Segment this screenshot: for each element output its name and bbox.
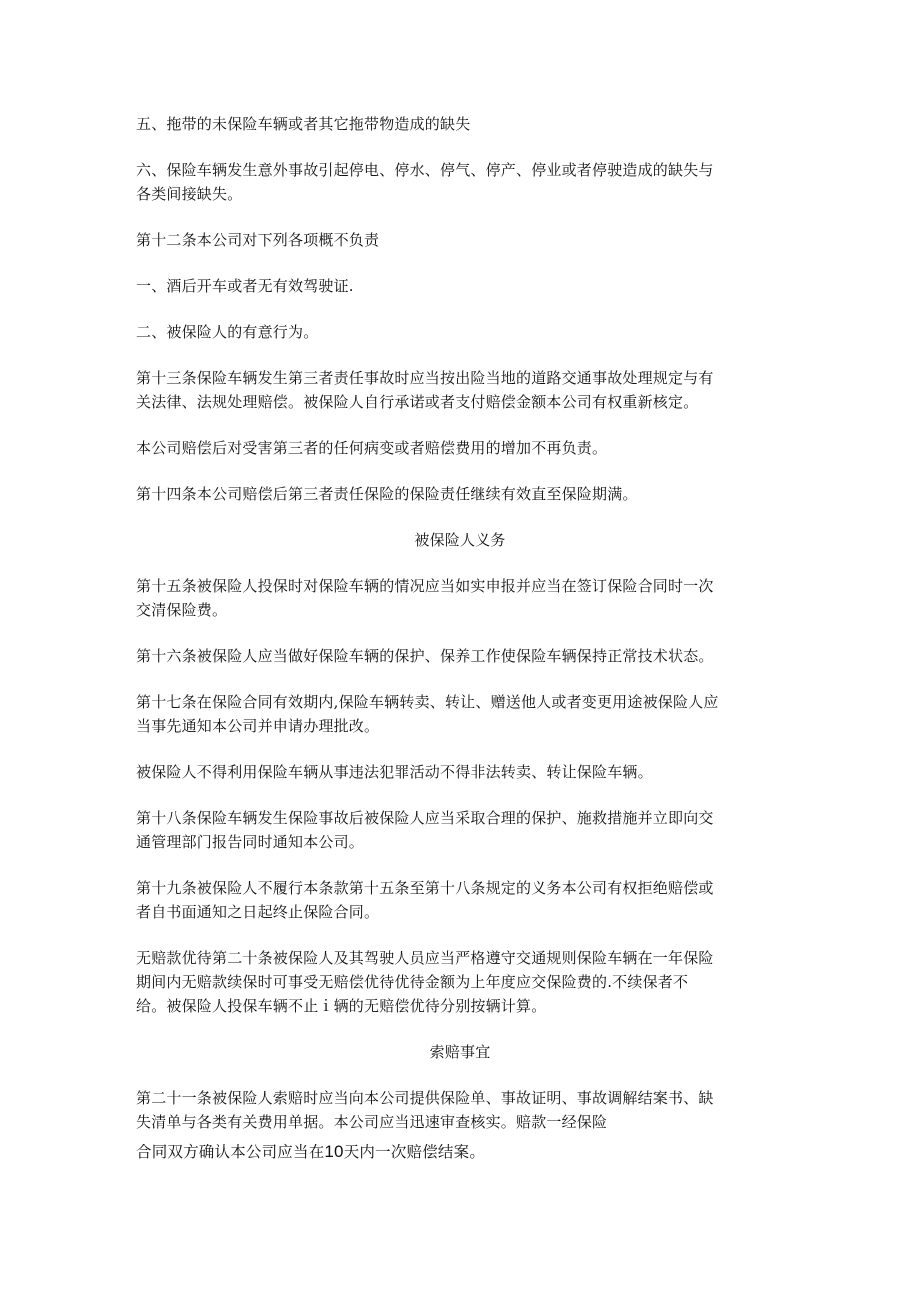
article-13 <box>136 366 796 414</box>
article-19 <box>136 876 796 924</box>
text-line: 本公司赔偿后对受害第三者的任何病变或者赔偿费用的增加不再负责。 <box>136 439 608 457</box>
text-fragment: 天内一次赔偿结案。 <box>343 1143 486 1161</box>
text-line: 一、酒后开车或者无有效驾驶证. <box>136 277 354 295</box>
article-18 <box>136 806 796 854</box>
text-line: 第十七条在保险合同有效期内,保险车辆转卖、转让、赠送他人或者变更用途被保险人应 <box>136 693 719 711</box>
text-line: 第十二条本公司对下列各项概不负责 <box>136 231 380 249</box>
text-line: 六、保险车辆发生意外事故引起停电、停水、停气、停产、停业或者停驶造成的缺失与 <box>136 161 714 179</box>
text-line: 第十九条被保险人不履行本条款第十五条至第十八条规定的义务本公司有权拒绝赔偿或 <box>136 879 714 897</box>
text-line: 交清保险费。 <box>136 601 228 619</box>
article-16 <box>136 644 796 668</box>
text-fragment: 合同双方确认本公司应当在 <box>136 1143 325 1161</box>
text-line: 二、被保险人的有意行为。 <box>136 323 319 341</box>
text-line: 第十五条被保险人投保时对保险车辆的情况应当如实申报并应当在签订保险合同时一次 <box>136 577 714 595</box>
days-number: 10 <box>324 1142 344 1161</box>
article-14 <box>136 482 796 506</box>
text-line: 当事先通知本公司并申请办理批改。 <box>136 717 380 735</box>
section-heading-obligations <box>0 528 920 552</box>
article-17 <box>136 690 796 738</box>
text-line <box>136 1140 796 1164</box>
text-line: 第二十一条被保险人索赔时应当向本公司提供保险单、事故证明、事故调解结案书、缺 <box>136 1089 714 1107</box>
section-heading-claims <box>0 1040 920 1064</box>
article-15 <box>136 574 796 622</box>
article-12-item-1 <box>136 274 796 298</box>
text-line: 第十六条被保险人应当做好保险车辆的保护、保养工作使保险车辆保持正常技术状态。 <box>136 647 714 665</box>
text-line: 期间内无赔款续保时可事受无赔偿优待优待金额为上年度应交保险费的.不续保者不 <box>136 973 689 991</box>
article-21-paragraph <box>136 1140 796 1164</box>
article-13-paragraph <box>136 436 796 460</box>
heading-text: 被保险人义务 <box>414 531 506 549</box>
text-line: 第十四条本公司赔偿后第三者责任保险的保险责任继续有效直至保险期满。 <box>136 485 638 503</box>
text-line: 第十八条保险车辆发生保险事故后被保险人应当采取合理的保护、施救措施并立即向交 <box>136 809 714 827</box>
text-line: 者自书面通知之日起终止保险合同。 <box>136 903 380 921</box>
paragraph-item-5 <box>136 112 796 136</box>
article-21 <box>136 1086 796 1134</box>
text-line: 各类间接缺失。 <box>136 185 243 203</box>
text-line: 失清单与各类有关费用单据。本公司应当迅速审查核实。赔款一经保险 <box>136 1113 608 1131</box>
paragraph-item-6 <box>136 158 796 206</box>
heading-text: 索赔事宜 <box>429 1043 491 1061</box>
article-20 <box>136 946 796 1018</box>
text-line: 通管理部门报告同时通知本公司。 <box>136 833 365 851</box>
article-12-item-2 <box>136 320 796 344</box>
text-line: 给。被保险人投保车辆不止ｉ辆的无赔偿优待分别按辆计算。 <box>136 997 547 1015</box>
article-12 <box>136 228 796 252</box>
text-line: 第十三条保险车辆发生第三者责任事故时应当按出险当地的道路交通事故处理规定与有 <box>136 369 714 387</box>
text-line: 被保险人不得利用保险车辆从事违法犯罪活动不得非法转卖、转让保险车辆。 <box>136 763 653 781</box>
text-line: 无赔款优待第二十条被保险人及其驾驶人员应当严格遵守交通规则保险车辆在一年保险 <box>136 949 714 967</box>
article-17-paragraph <box>136 760 796 784</box>
text-line: 五、拖带的未保险车辆或者其它拖带物造成的缺失 <box>136 115 471 133</box>
text-line: 关法律、法规处理赔偿。被保险人自行承诺或者支付赔偿金额本公司有权重新核定。 <box>136 393 699 411</box>
